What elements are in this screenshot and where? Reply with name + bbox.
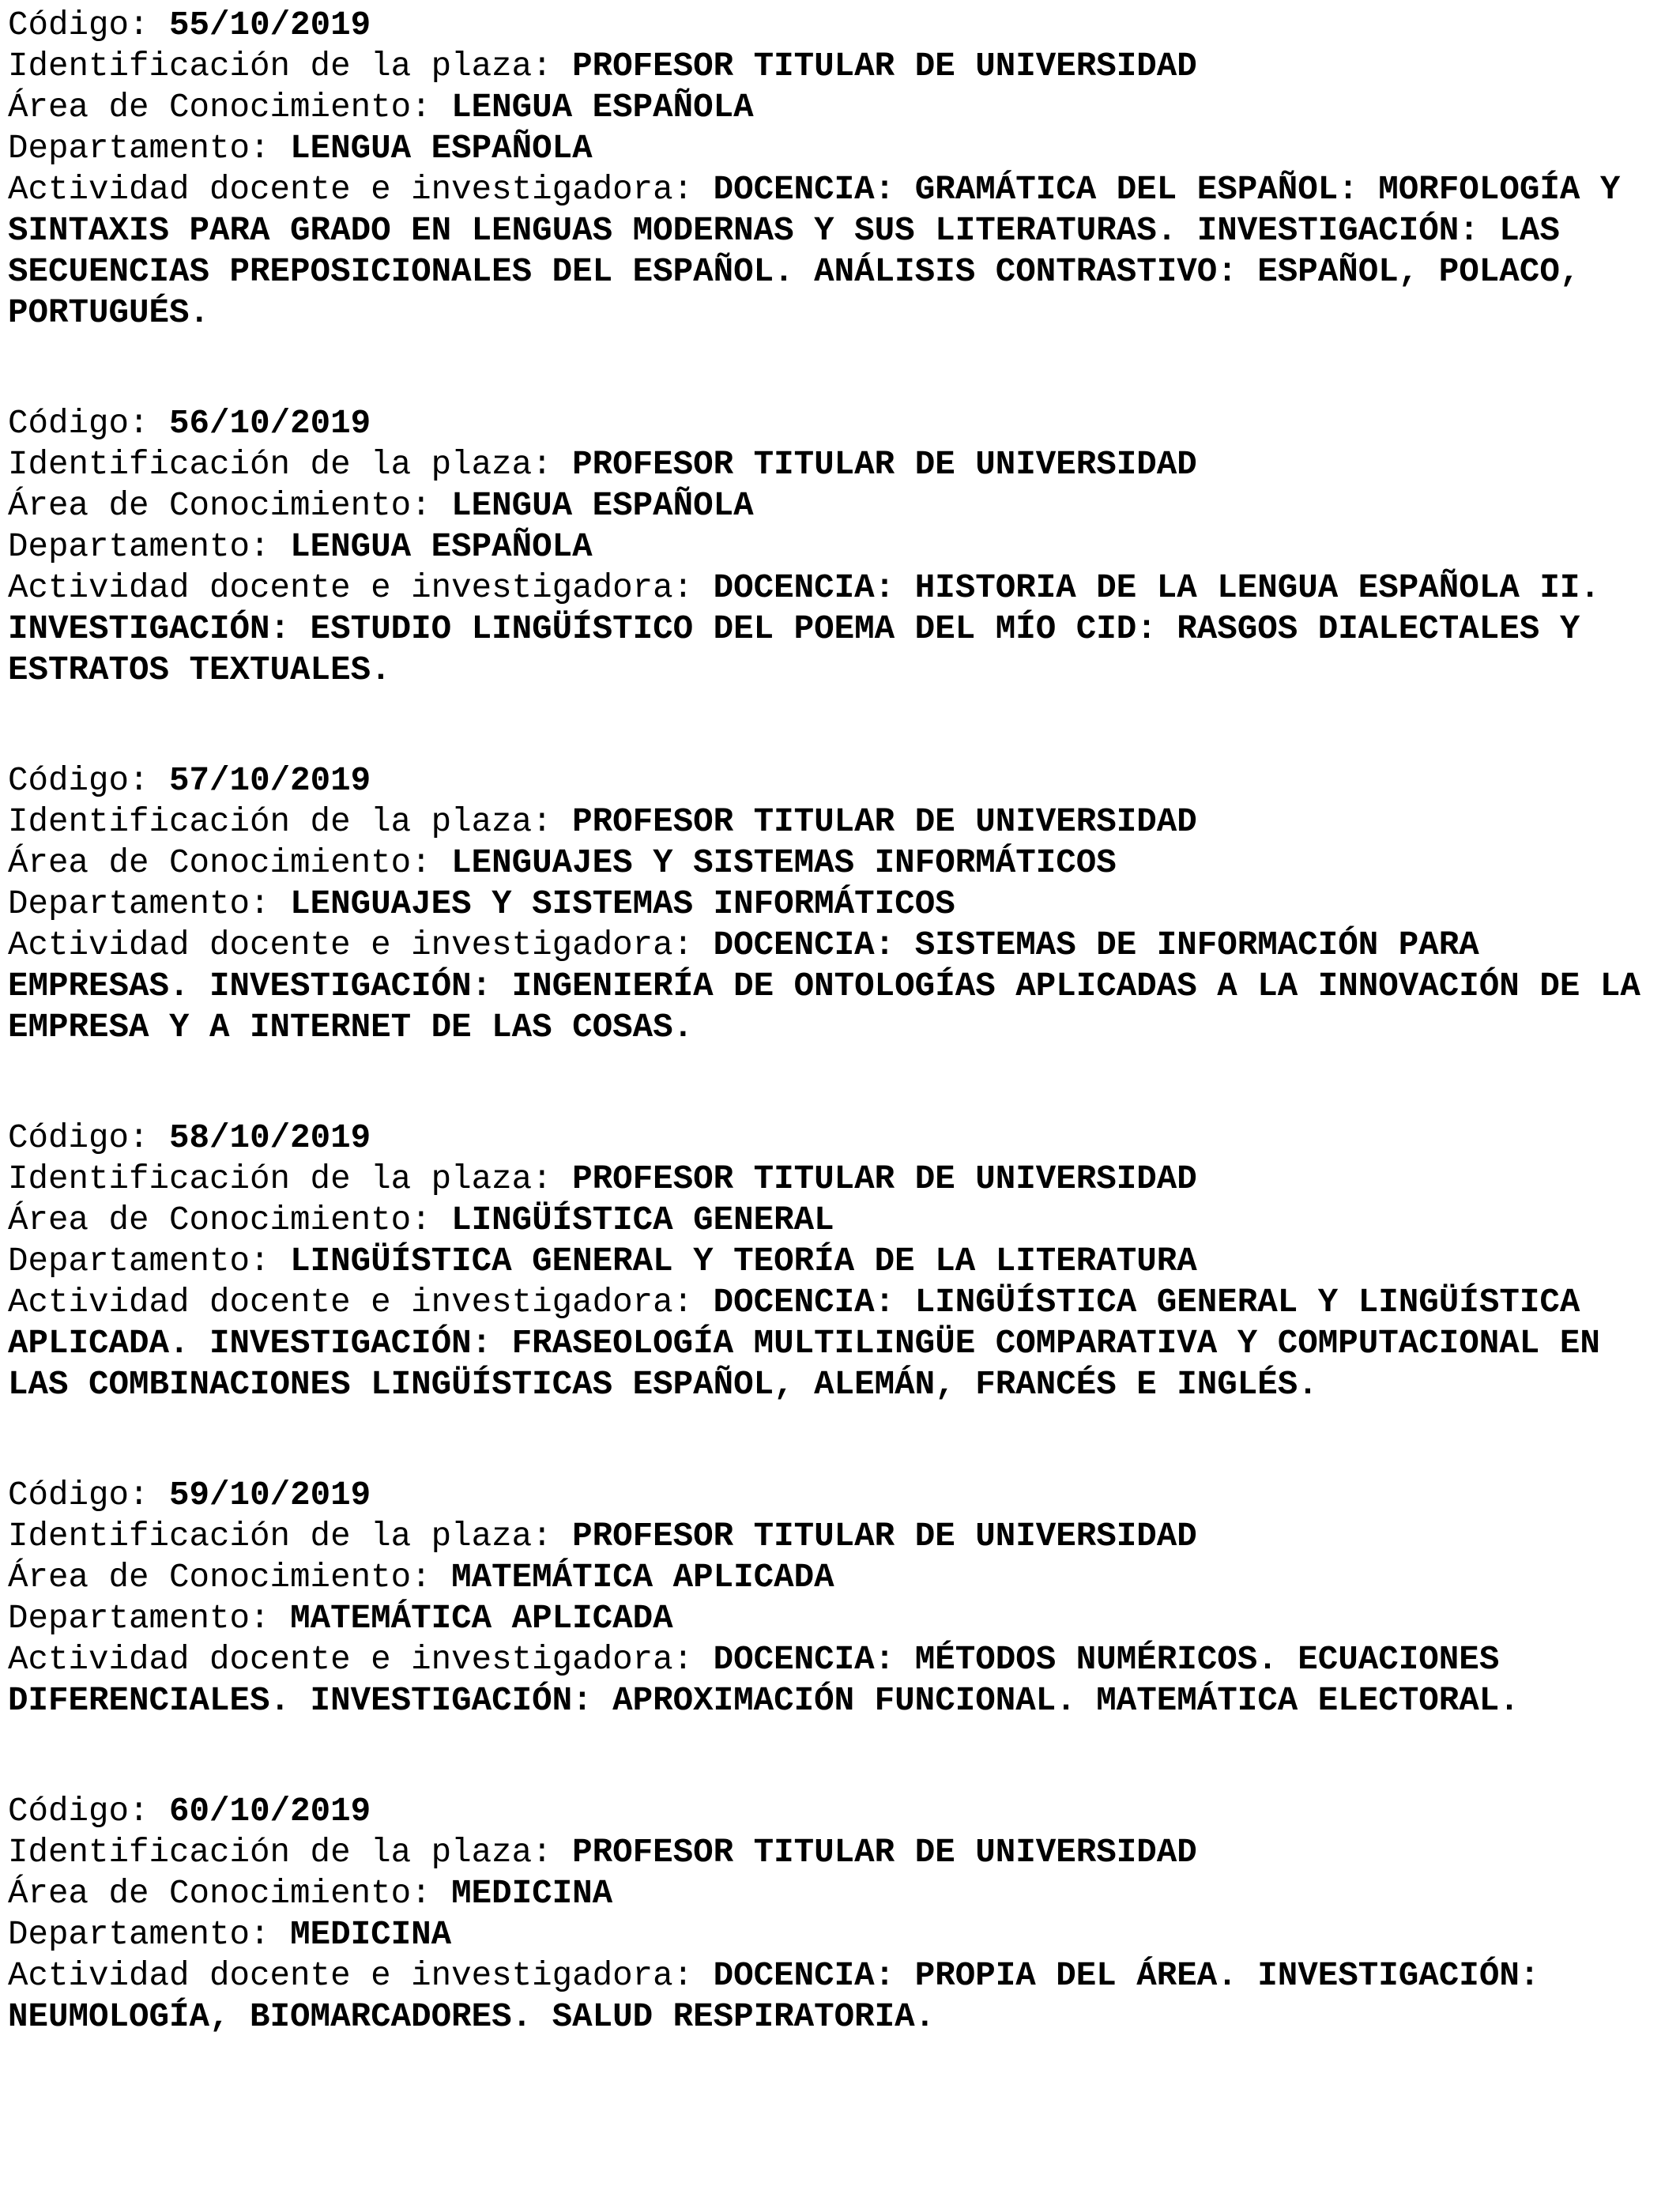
codigo-label: Código: (8, 405, 170, 443)
departamento-value: LINGÜÍSTICA GENERAL Y TEORÍA DE LA LITERATURA (290, 1242, 1197, 1280)
identificacion-label: Identificación de la plaza: (8, 803, 573, 841)
plaza-entry (8, 403, 1672, 691)
departamento-line (8, 1914, 1672, 1955)
codigo-label: Código: (8, 6, 170, 44)
area-line (8, 843, 1672, 884)
area-label: Área de Conocimiento: (8, 1201, 452, 1239)
actividad-line (8, 925, 1672, 1048)
area-line (8, 485, 1672, 526)
actividad-value: DOCENCIA: MÉTODOS NUMÉRICOS. ECUACIONES DIFERENCIALES. INVESTIGACIÓN: APROXIMACIÓN FUNCIONAL. MATEMÁTICA ELECTORAL. (8, 1641, 1520, 1720)
codigo-label: Código: (8, 1476, 170, 1514)
identificacion-line (8, 1832, 1672, 1873)
departamento-value: MEDICINA (290, 1916, 452, 1954)
document-page (8, 5, 1672, 2038)
codigo-label: Código: (8, 1119, 170, 1157)
actividad-value: DOCENCIA: LINGÜÍSTICA GENERAL Y LINGÜÍSTICA APLICADA. INVESTIGACIÓN: FRASEOLOGÍA MULTILINGÜE COMPARATIVA Y COMPUTACIONAL EN LAS COMBINACIONES LINGÜÍSTICAS ESPAÑOL, ALEMÁN, FRANCÉS E INGLÉS. (8, 1284, 1621, 1404)
area-label: Área de Conocimiento: (8, 487, 452, 525)
actividad-label: Actividad docente e investigadora: (8, 1641, 714, 1679)
actividad-label: Actividad docente e investigadora: (8, 569, 714, 607)
identificacion-value: PROFESOR TITULAR DE UNIVERSIDAD (572, 1517, 1197, 1555)
area-label: Área de Conocimiento: (8, 844, 452, 882)
actividad-value: DOCENCIA: SISTEMAS DE INFORMACIÓN PARA EMPRESAS. INVESTIGACIÓN: INGENIERÍA DE ONTOLOGÍAS APLICADAS A LA INNOVACIÓN DE LA EMPRESA Y A INTERNET DE LAS COSAS. (8, 926, 1661, 1046)
codigo-value: 56/10/2019 (169, 405, 371, 443)
departamento-label: Departamento: (8, 1600, 291, 1638)
codigo-line (8, 5, 1672, 46)
area-value: LINGÜÍSTICA GENERAL (451, 1201, 834, 1239)
departamento-value: LENGUA ESPAÑOLA (290, 528, 593, 566)
actividad-value: DOCENCIA: GRAMÁTICA DEL ESPAÑOL: MORFOLOGÍA Y SINTAXIS PARA GRADO EN LENGUAS MODERNAS Y SUS LITERATURAS. INVESTIGACIÓN: LAS SECUENCIAS PREPOSICIONALES DEL ESPAÑOL. ANÁLISIS CONTRASTIVO: ESPAÑOL, POLACO, PORTUGUÉS. (8, 171, 1640, 332)
identificacion-value: PROFESOR TITULAR DE UNIVERSIDAD (572, 446, 1197, 484)
departamento-label: Departamento: (8, 1242, 291, 1280)
codigo-value: 57/10/2019 (169, 762, 371, 800)
identificacion-value: PROFESOR TITULAR DE UNIVERSIDAD (572, 1160, 1197, 1198)
identificacion-label: Identificación de la plaza: (8, 1517, 573, 1555)
actividad-value: DOCENCIA: PROPIA DEL ÁREA. INVESTIGACIÓN: NEUMOLOGÍA, BIOMARCADORES. SALUD RESPIRATORIA. (8, 1957, 1560, 2036)
identificacion-line (8, 801, 1672, 843)
identificacion-value: PROFESOR TITULAR DE UNIVERSIDAD (572, 1834, 1197, 1872)
area-value: MATEMÁTICA APLICADA (451, 1559, 834, 1596)
area-line (8, 1873, 1672, 1914)
area-label: Área de Conocimiento: (8, 1559, 452, 1596)
area-line (8, 87, 1672, 128)
codigo-line (8, 1118, 1672, 1159)
identificacion-label: Identificación de la plaza: (8, 1834, 573, 1872)
codigo-line (8, 760, 1672, 801)
actividad-line (8, 1955, 1672, 2038)
actividad-line (8, 1282, 1672, 1405)
identificacion-line (8, 1159, 1672, 1200)
area-line (8, 1557, 1672, 1598)
departamento-label: Departamento: (8, 130, 291, 168)
actividad-line (8, 169, 1672, 334)
departamento-label: Departamento: (8, 885, 291, 923)
codigo-label: Código: (8, 1793, 170, 1830)
identificacion-line (8, 46, 1672, 87)
actividad-label: Actividad docente e investigadora: (8, 1284, 714, 1321)
departamento-label: Departamento: (8, 528, 291, 566)
departamento-label: Departamento: (8, 1916, 291, 1954)
codigo-line (8, 1791, 1672, 1832)
departamento-line (8, 1241, 1672, 1282)
identificacion-value: PROFESOR TITULAR DE UNIVERSIDAD (572, 47, 1197, 85)
identificacion-label: Identificación de la plaza: (8, 446, 573, 484)
identificacion-value: PROFESOR TITULAR DE UNIVERSIDAD (572, 803, 1197, 841)
plaza-entry (8, 760, 1672, 1048)
actividad-label: Actividad docente e investigadora: (8, 926, 714, 964)
area-label: Área de Conocimiento: (8, 1875, 452, 1913)
actividad-label: Actividad docente e investigadora: (8, 1957, 714, 1995)
identificacion-line (8, 444, 1672, 485)
identificacion-label: Identificación de la plaza: (8, 1160, 573, 1198)
departamento-value: LENGUAJES Y SISTEMAS INFORMÁTICOS (290, 885, 955, 923)
plaza-entry (8, 1475, 1672, 1721)
plaza-entry (8, 1791, 1672, 2038)
plaza-entry (8, 1118, 1672, 1405)
identificacion-line (8, 1516, 1672, 1557)
codigo-line (8, 1475, 1672, 1516)
departamento-value: LENGUA ESPAÑOLA (290, 130, 593, 168)
plaza-entry (8, 5, 1672, 334)
departamento-value: MATEMÁTICA APLICADA (290, 1600, 673, 1638)
departamento-line (8, 1598, 1672, 1639)
area-value: LENGUA ESPAÑOLA (451, 487, 754, 525)
area-value: MEDICINA (451, 1875, 613, 1913)
area-line (8, 1200, 1672, 1241)
area-value: LENGUAJES Y SISTEMAS INFORMÁTICOS (451, 844, 1117, 882)
codigo-value: 60/10/2019 (169, 1793, 371, 1830)
codigo-label: Código: (8, 762, 170, 800)
departamento-line (8, 128, 1672, 169)
actividad-line (8, 1639, 1672, 1721)
codigo-value: 55/10/2019 (169, 6, 371, 44)
area-value: LENGUA ESPAÑOLA (451, 89, 754, 126)
departamento-line (8, 884, 1672, 925)
actividad-label: Actividad docente e investigadora: (8, 171, 714, 209)
codigo-value: 58/10/2019 (169, 1119, 371, 1157)
actividad-value: DOCENCIA: HISTORIA DE LA LENGUA ESPAÑOLA II. INVESTIGACIÓN: ESTUDIO LINGÜÍSTICO DEL POEMA DEL MÍO CID: RASGOS DIALECTALES Y ESTRATOS TEXTUALES. (8, 569, 1621, 689)
identificacion-label: Identificación de la plaza: (8, 47, 573, 85)
departamento-line (8, 526, 1672, 567)
codigo-line (8, 403, 1672, 444)
area-label: Área de Conocimiento: (8, 89, 452, 126)
actividad-line (8, 567, 1672, 691)
codigo-value: 59/10/2019 (169, 1476, 371, 1514)
